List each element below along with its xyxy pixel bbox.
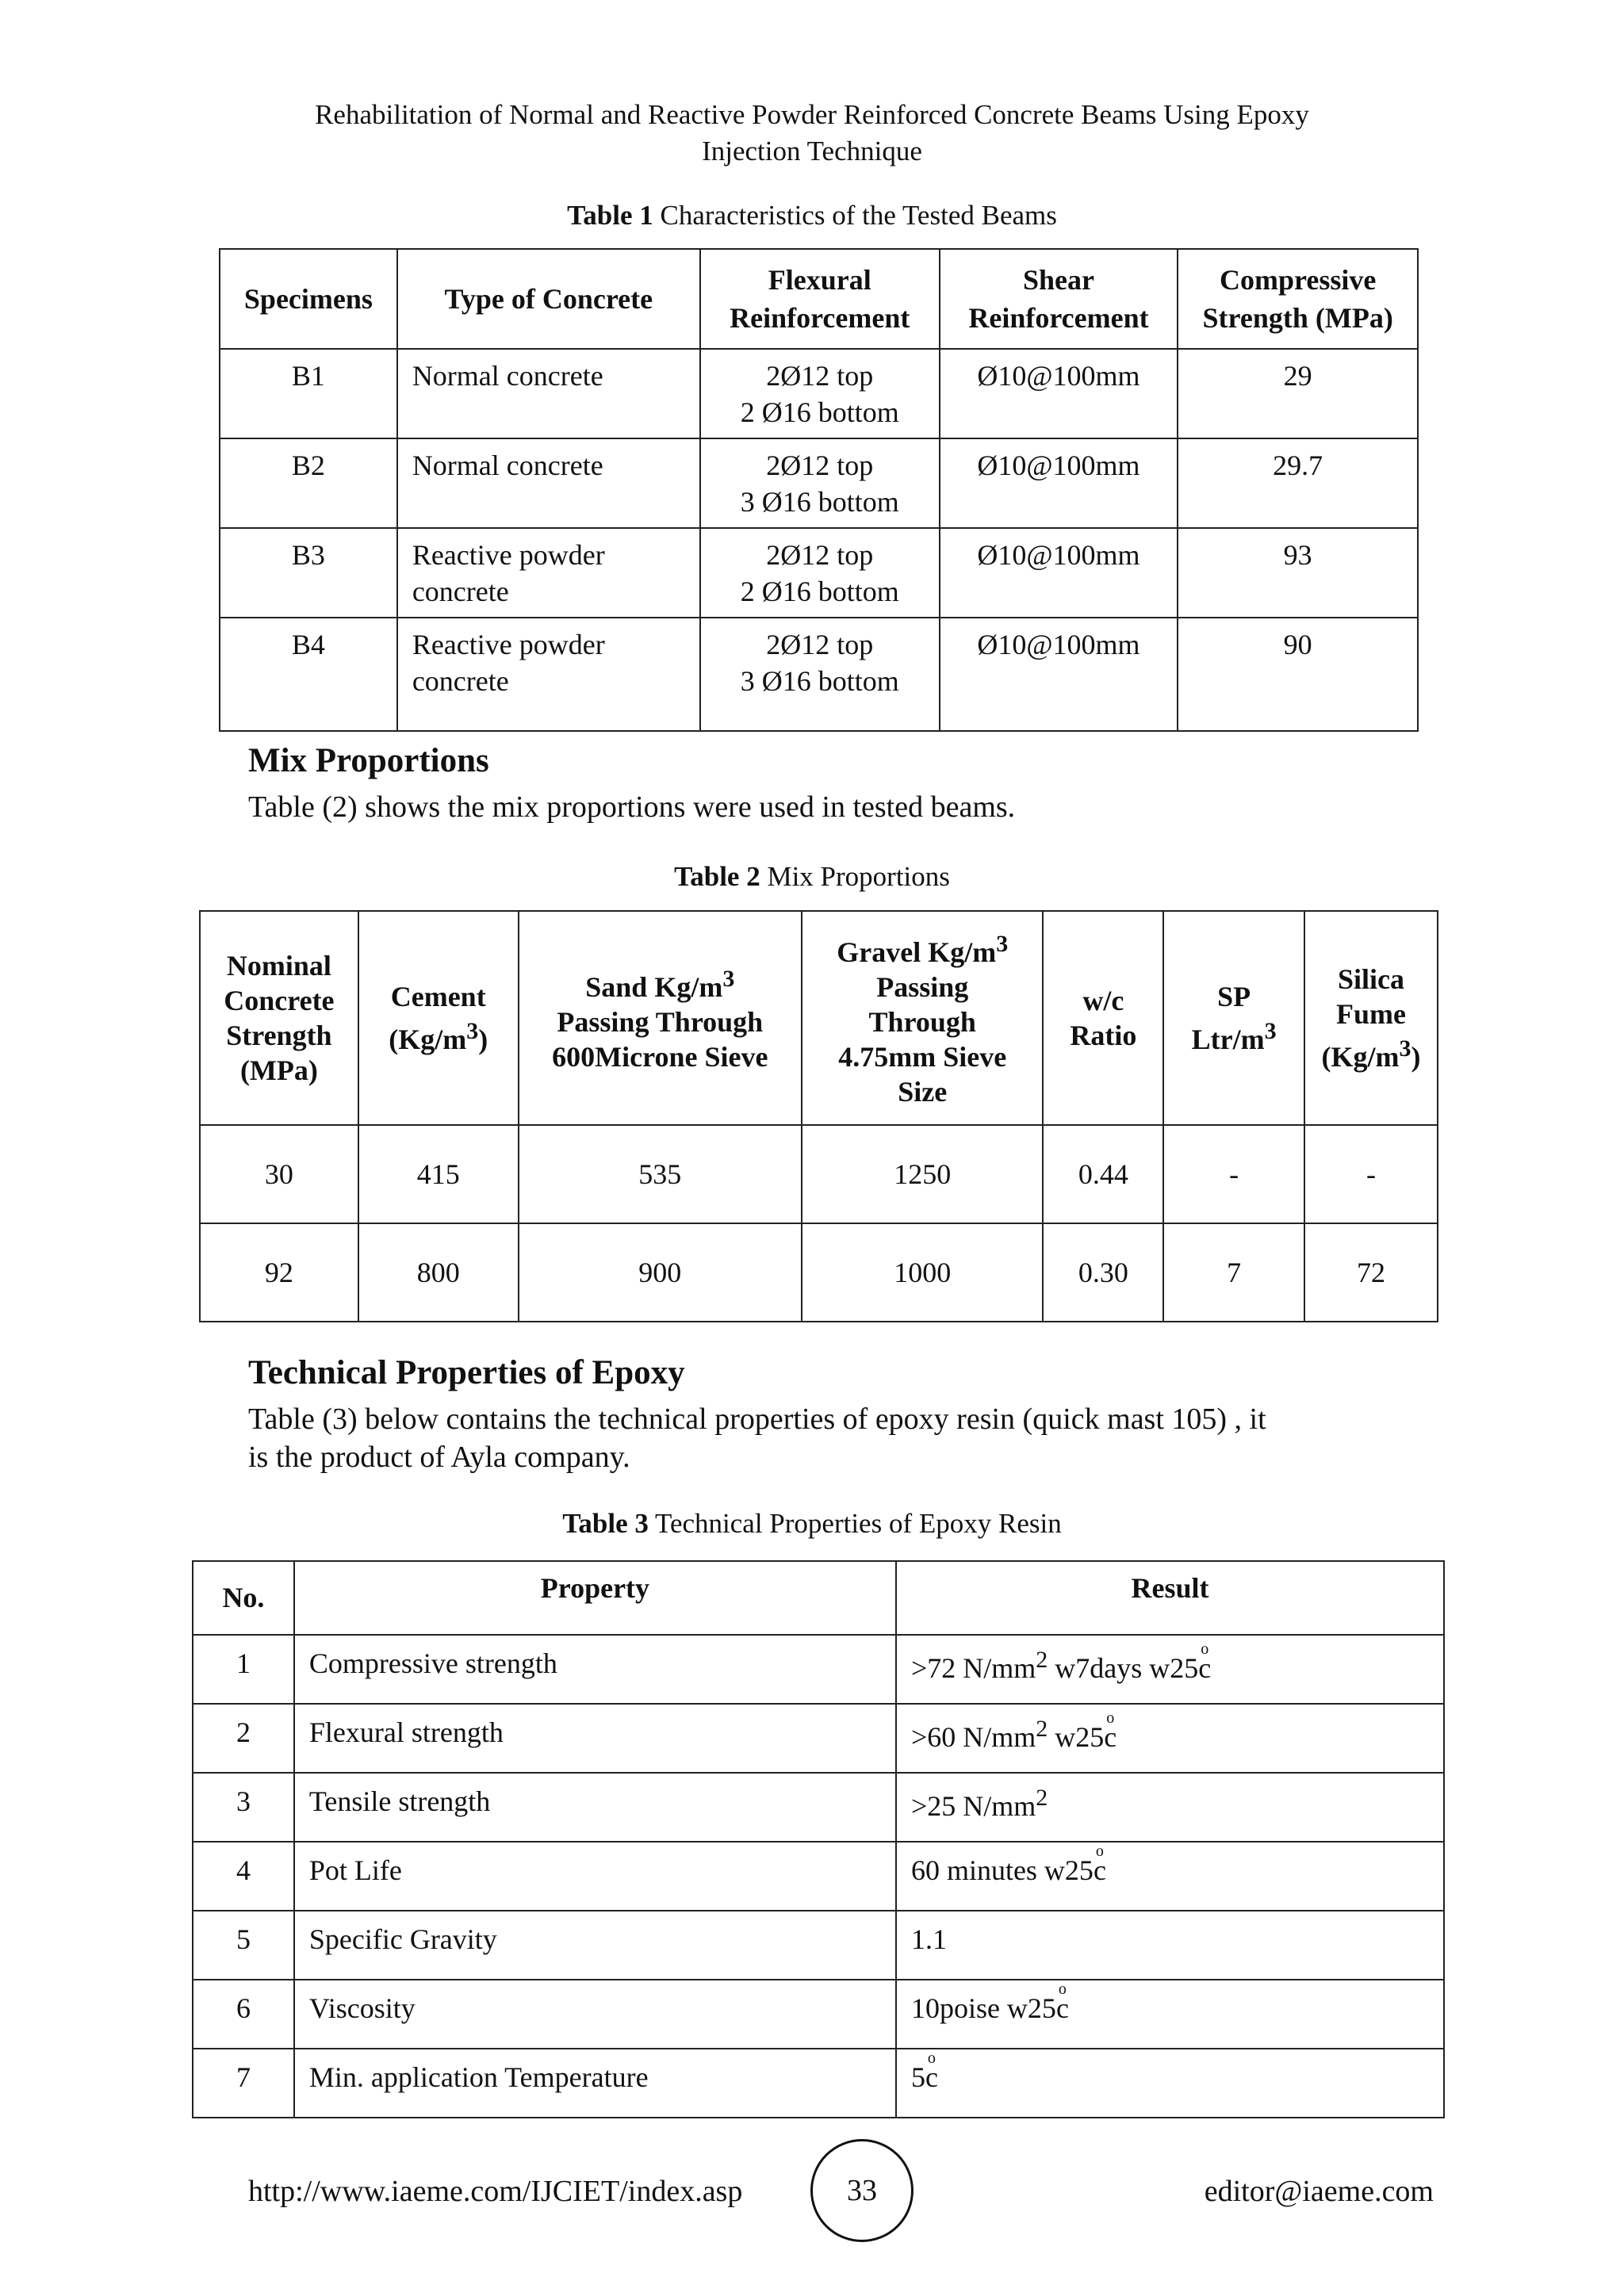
table1-caption: [0, 198, 1624, 233]
cell-no: 3: [193, 1773, 294, 1842]
th-sand-line1: Sand Kg/m: [585, 971, 723, 1003]
cell-type-line1: Reactive powder: [412, 539, 605, 571]
cell-property: Min. application Temperature: [294, 2049, 896, 2118]
table-row: [193, 1980, 1444, 2049]
th-wc-line1: w/c: [1082, 985, 1124, 1016]
degree-celsius: o c: [1198, 1651, 1211, 1685]
th-type-of-concrete: Type of Concrete: [397, 249, 700, 349]
epoxy-paragraph: [248, 1400, 1422, 1476]
cell-flexural: [700, 618, 940, 731]
th-comp-line1: Compressive: [1220, 264, 1377, 296]
cell-strength: 93: [1178, 528, 1418, 618]
cell-result: [896, 1635, 1444, 1704]
th-shear-reinforcement: [940, 249, 1178, 349]
cell-nominal: 30: [200, 1125, 358, 1223]
degree-celsius: o c: [1056, 1992, 1069, 2025]
th-cement-close: ): [478, 1024, 488, 1055]
cell-strength: 90: [1178, 618, 1418, 731]
table-row: [220, 618, 1418, 731]
cell-property: Specific Gravity: [294, 1911, 896, 1980]
cell-type-line2: concrete: [412, 576, 509, 607]
cell-type: [397, 618, 700, 731]
th-cement-unit: (Kg/m: [389, 1024, 467, 1055]
table3-header-row: [193, 1561, 1444, 1635]
th-sand: [519, 911, 802, 1125]
th-sand-sup: 3: [722, 966, 735, 992]
cell-sand: 900: [519, 1223, 802, 1322]
table2-caption-text: Mix Proportions: [767, 861, 950, 892]
table-mix-proportions: [199, 910, 1438, 1322]
th-flexural-line2: Reinforcement: [730, 302, 910, 334]
th-silica-sup: 3: [1399, 1035, 1411, 1062]
cell-nominal: 92: [200, 1223, 358, 1322]
cell-type: [397, 438, 700, 528]
th-sp-line1: SP: [1217, 981, 1251, 1012]
table2-header-row: [200, 911, 1438, 1125]
table3-caption: [0, 1506, 1624, 1541]
cell-result: [896, 1773, 1444, 1842]
table-row: [220, 349, 1418, 438]
cell-specimen: B1: [220, 349, 397, 438]
mix-paragraph: Table (2) shows the mix proportions were used in tested beams.: [248, 790, 1016, 824]
running-header: [0, 97, 1624, 170]
cell-no: 4: [193, 1842, 294, 1911]
cell-no: 2: [193, 1704, 294, 1773]
th-silica-line1: Silica: [1338, 963, 1405, 995]
cell-sp: 7: [1163, 1223, 1304, 1322]
th-flexural-reinforcement: [700, 249, 940, 349]
cell-no: 6: [193, 1980, 294, 2049]
th-flexural-line1: Flexural: [768, 264, 871, 296]
epoxy-paragraph-line1: Table (3) below contains the technical properties of epoxy resin (quick mast 105) , it: [248, 1402, 1266, 1436]
th-result: Result: [896, 1561, 1444, 1635]
cell-no: 1: [193, 1635, 294, 1704]
cell-shear: Ø10@100mm: [940, 349, 1178, 438]
cell-flex-bottom: 2 Ø16 bottom: [740, 396, 899, 428]
th-sp-sup: 3: [1264, 1018, 1277, 1044]
cell-cement: 415: [358, 1125, 519, 1223]
footer-url-link[interactable]: http://www.iaeme.com/IJCIET/index.asp: [248, 2175, 743, 2208]
table-row: [193, 1704, 1444, 1773]
epoxy-paragraph-line2: is the product of Ayla company.: [248, 1441, 630, 1474]
table3-caption-text: Technical Properties of Epoxy Resin: [655, 1508, 1062, 1539]
table-row: [200, 1125, 1438, 1223]
result-text-2: w25: [1048, 1721, 1105, 1753]
page-number: 33: [810, 2139, 914, 2242]
cell-strength: 29: [1178, 349, 1418, 438]
cell-flex-bottom: 3 Ø16 bottom: [740, 486, 899, 518]
result-text: >72 N/mm: [910, 1652, 1036, 1684]
cell-flex-top: 2Ø12 top: [766, 360, 874, 392]
cell-shear: Ø10@100mm: [940, 618, 1178, 731]
th-shear-line1: Shear: [1022, 264, 1094, 296]
th-sand-line2: Passing Through: [557, 1006, 764, 1038]
table-epoxy-properties: [192, 1560, 1445, 2118]
cell-result: [896, 1704, 1444, 1773]
th-sp: [1163, 911, 1304, 1125]
cell-gravel: 1000: [802, 1223, 1043, 1322]
cell-type-line1: Normal concrete: [412, 360, 603, 392]
th-gravel-line2: Passing: [876, 971, 969, 1003]
th-nominal-line1: Nominal: [226, 950, 331, 982]
cell-no: 5: [193, 1911, 294, 1980]
th-gravel-line4: 4.75mm Sieve: [838, 1041, 1007, 1073]
cell-no: 7: [193, 2049, 294, 2118]
cell-specimen: B3: [220, 528, 397, 618]
th-gravel-line5: Size: [898, 1076, 948, 1108]
table-row: [220, 528, 1418, 618]
cell-flex-bottom: 3 Ø16 bottom: [740, 665, 899, 697]
result-sup: 2: [1036, 1716, 1048, 1742]
th-wc-ratio: [1043, 911, 1163, 1125]
cell-silica: -: [1304, 1125, 1438, 1223]
cell-property: Tensile strength: [294, 1773, 896, 1842]
cell-sp: -: [1163, 1125, 1304, 1223]
table1-header-row: [220, 249, 1418, 349]
cell-flex-top: 2Ø12 top: [766, 629, 874, 660]
th-nominal-line4: (MPa): [239, 1054, 318, 1086]
table-row: [193, 1842, 1444, 1911]
cell-result: [896, 1842, 1444, 1911]
cell-property: Flexural strength: [294, 1704, 896, 1773]
th-specimens: Specimens: [220, 249, 397, 349]
result-text: 5: [910, 2061, 925, 2093]
cell-flex-top: 2Ø12 top: [766, 450, 874, 481]
th-wc-line2: Ratio: [1070, 1020, 1137, 1051]
table-row: [193, 1773, 1444, 1842]
header-line-1: Rehabilitation of Normal and Reactive Powder Reinforced Concrete Beams Using Epoxy: [315, 99, 1309, 130]
th-gravel-sup: 3: [996, 931, 1009, 957]
th-silica-fume: [1304, 911, 1438, 1125]
result-text: 60 minutes w25: [910, 1854, 1094, 1886]
th-compressive-strength: [1178, 249, 1418, 349]
cell-type: [397, 528, 700, 618]
th-nominal-line3: Strength: [226, 1020, 332, 1051]
table3-label: Table 3: [562, 1508, 649, 1539]
th-sp-line2: Ltr/m: [1191, 1024, 1265, 1055]
table-row: [200, 1223, 1438, 1322]
cell-wc: 0.30: [1043, 1223, 1163, 1322]
th-silica-close: ): [1411, 1041, 1421, 1073]
cell-flex-bottom: 2 Ø16 bottom: [740, 576, 899, 607]
result-text: >60 N/mm: [910, 1721, 1036, 1753]
degree-celsius: o c: [1104, 1720, 1116, 1754]
th-property: Property: [294, 1561, 896, 1635]
cell-sand: 535: [519, 1125, 802, 1223]
th-comp-line2: Strength (MPa): [1202, 302, 1393, 334]
cell-result: 1.1: [896, 1911, 1444, 1980]
th-cement: [358, 911, 519, 1125]
th-nominal-strength: [200, 911, 358, 1125]
th-gravel-line1: Gravel Kg/m: [837, 936, 997, 968]
result-text: 10poise w25: [910, 1992, 1056, 2024]
cell-type: [397, 349, 700, 438]
table2-caption: [0, 859, 1624, 894]
cell-type-line1: Reactive powder: [412, 629, 605, 660]
th-no: No.: [193, 1561, 294, 1635]
cell-property: Compressive strength: [294, 1635, 896, 1704]
table-row: [193, 2049, 1444, 2118]
th-silica-line2: Fume: [1336, 998, 1407, 1030]
table-beam-characteristics: [219, 248, 1419, 732]
cell-property: Viscosity: [294, 1980, 896, 2049]
cell-flex-top: 2Ø12 top: [766, 539, 874, 571]
cell-strength: 29.7: [1178, 438, 1418, 528]
section-title-mix: Mix Proportions: [248, 742, 489, 779]
table1-caption-text: Characteristics of the Tested Beams: [660, 200, 1057, 231]
cell-result: [896, 1980, 1444, 2049]
cell-specimen: B2: [220, 438, 397, 528]
cell-shear: Ø10@100mm: [940, 438, 1178, 528]
section-title-epoxy: Technical Properties of Epoxy: [248, 1354, 685, 1391]
cell-silica: 72: [1304, 1223, 1438, 1322]
th-gravel-line3: Through: [868, 1006, 976, 1038]
th-gravel: [802, 911, 1043, 1125]
cell-specimen: B4: [220, 618, 397, 731]
cell-flexural: [700, 438, 940, 528]
cell-type-line2: concrete: [412, 665, 509, 697]
degree-celsius: o c: [1094, 1854, 1106, 1887]
th-silica-unit: (Kg/m: [1321, 1041, 1400, 1073]
cell-type-line1: Normal concrete: [412, 450, 603, 481]
cell-gravel: 1250: [802, 1125, 1043, 1223]
cell-result: [896, 2049, 1444, 2118]
cell-shear: Ø10@100mm: [940, 528, 1178, 618]
result-text-2: w7days w25: [1048, 1652, 1199, 1684]
table-row: [193, 1911, 1444, 1980]
result-sup: 2: [1036, 1647, 1048, 1673]
th-shear-line2: Reinforcement: [968, 302, 1149, 334]
table-row: [220, 438, 1418, 528]
result-sup: 2: [1036, 1785, 1048, 1811]
cell-flexural: [700, 528, 940, 618]
cell-property: Pot Life: [294, 1842, 896, 1911]
footer-email-link[interactable]: editor@iaeme.com: [1204, 2175, 1434, 2208]
degree-celsius: o c: [925, 2061, 938, 2094]
table-row: [193, 1635, 1444, 1704]
result-text: >25 N/mm: [910, 1790, 1036, 1822]
th-sand-line3: 600Microne Sieve: [552, 1041, 768, 1073]
table2-label: Table 2: [674, 861, 760, 892]
th-nominal-line2: Concrete: [224, 985, 335, 1016]
cell-cement: 800: [358, 1223, 519, 1322]
cell-wc: 0.44: [1043, 1125, 1163, 1223]
th-cement-line1: Cement: [390, 981, 486, 1012]
th-cement-sup: 3: [466, 1018, 479, 1044]
cell-flexural: [700, 349, 940, 438]
header-line-2: Injection Technique: [702, 136, 922, 166]
table1-label: Table 1: [567, 200, 653, 231]
